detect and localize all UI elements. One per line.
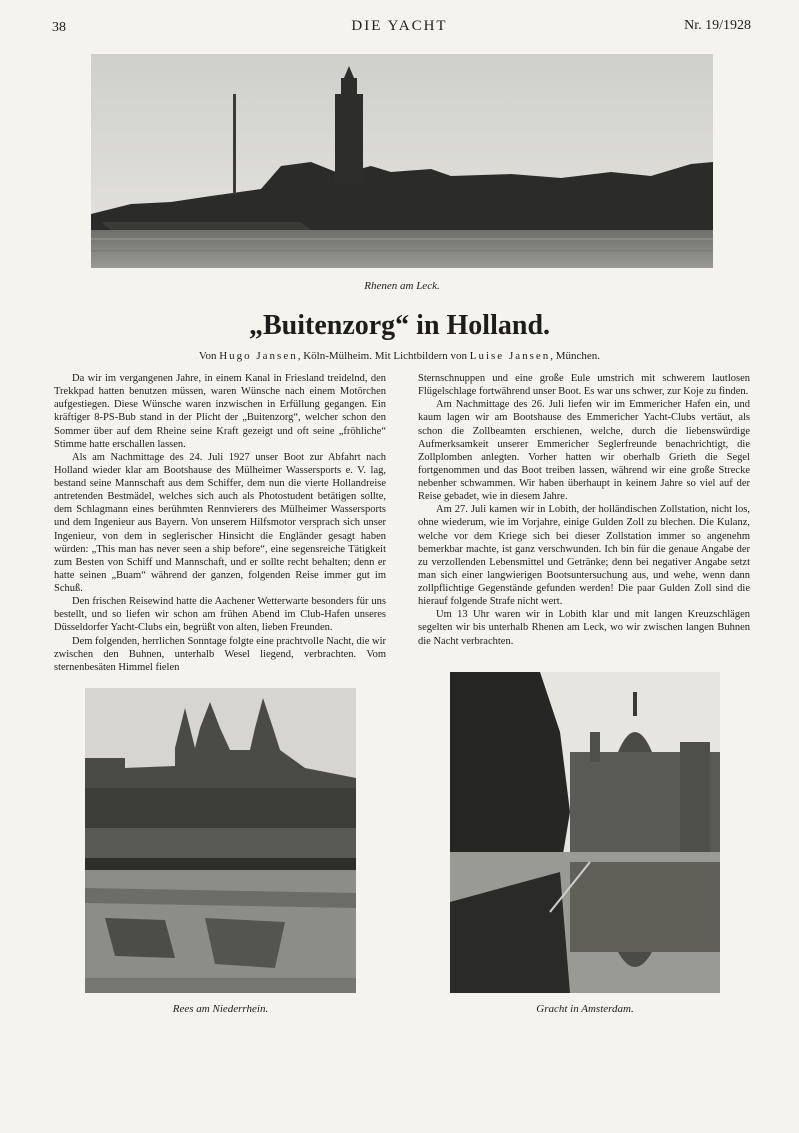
text-column-right xyxy=(418,372,750,648)
caption-rees: Rees am Niederrhein. xyxy=(172,1003,269,1015)
paragraph: Den frischen Reisewind hatte die Aachener Wetterwarte besonders für uns bestellt, und so liefen wir schon am frühen Abend im Club-Hafen unseres Düsseldorfer Yacht-Clubs ein, begrüßt von alten, lieben Freunden. xyxy=(54,596,386,634)
text-column-left xyxy=(54,372,386,674)
photo-rees xyxy=(85,688,356,993)
byline xyxy=(0,350,799,362)
paragraph: Am Nachmittage des 26. Juli liefen wir im Emmericher Hafen ein, und kaum lagen wir am Bootshause des Emmericher Yacht-Clubs vertäut, als schon die Zollbeamten erschienen, welche, durch die liebenswürdige Aufmerksamkeit unserer Emmericher Seglerfreunde benachrichtigt, die Zollplomben anlegten. Vorher hatten wir oberhalb Grieth die Segel fortgenommen und das Boot treiben lassen, während wir eine große Strecke nebenher schwammen. Wir haben überhaupt in keinem Jahre so viel auf der Reise gebadet, wie in diesem Jahre. xyxy=(418,399,750,503)
caption-rhenen: Rhenen am Leck. xyxy=(364,280,440,292)
byline-prefix: Von xyxy=(198,350,220,362)
photo-amsterdam xyxy=(450,672,720,993)
paragraph: Am 27. Juli kamen wir in Lobith, der holländischen Zollstation, nicht los, ohne wiederum, wie im Vorjahre, einige Gulden Zoll zu blechen. Die Kulanz, welche vor dem Kriege sich bei dieser Zollstation immer so angenehm bemerkbar machte, ist ganz verschwunden. Ich bin für die genaue Angabe der zu verzollenden Lebensmittel und Getränke; denn bei negativer Angabe setzt man sich einer langwierigen Bootsuntersuchung aus, und wehe, wenn dann zollpflichtige Gegenstände gefunden werden! Die paar Gulden Zoll sind die hierauf folgende Strafe nicht wert. xyxy=(418,504,750,608)
photographer-name: Luise Jansen xyxy=(469,350,551,362)
paragraph: Dem folgenden, herrlichen Sonntage folgte eine prachtvolle Nacht, die wir zwischen den Buhnen, unterhalb Wesel liegend, verbrachten. Vom sternenbesäten Himmel fielen xyxy=(54,635,387,673)
author-name: Hugo Jansen xyxy=(219,350,298,362)
page-number: 38 xyxy=(52,20,66,35)
issue-number: Nr. 19/1928 xyxy=(684,18,751,33)
photo-rhenen xyxy=(91,54,713,268)
author-place: , Köln-Mülheim. Mit Lichtbildern von xyxy=(297,350,470,362)
journal-title: DIE YACHT xyxy=(351,18,448,34)
photographer-place: , München. xyxy=(550,350,601,362)
caption-amsterdam: Gracht in Amsterdam. xyxy=(536,1003,634,1015)
paragraph: Um 13 Uhr waren wir in Lobith klar und mit langen Kreuzschlägen segelten wir bis unterhalb Rhenen am Leck, wo wir zwischen langen Buhnen die Nacht verbrachten. xyxy=(418,609,750,647)
paragraph: Da wir im vergangenen Jahre, in einem Kanal in Friesland treidelnd, den Trekkpad hatten benutzen müssen, waren Wünsche nach einem Motörchen aufgestiegen. Diese Wünsche waren inzwischen in Erfüllung gegangen. Ein kräftiger 8-PS-Bub stand in der Plicht der „Buitenzorg“, welcher schon den Sommer über auf dem Rheine seine Kraft gezeigt und oft seine „fröhliche“ Stimme hatte erschallen lassen. xyxy=(54,373,386,450)
paragraph: Als am Nachmittage des 24. Juli 1927 unser Boot zur Abfahrt nach Holland wieder klar am Bootshause des Mülheimer Wassersports e. V. lag, bestand seine Mannschaft aus dem Schiffer, dem nun die vierte Hollandreise antretenden Bestmädel, welches sich auch als Photostudent betätigen sollte, dem Schlagmann eines berühmten Rennvierers des Mülheimer Wassersports und dem Ingenieur aus Bayern. Von unserem Hilfsmotor versprach sich unser Ingenieur, von dem in seglerischer Hinsicht die Engländer gesagt haben würden: „This man has never seen a ship before“, eine segensreiche Tätigkeit zum Besten von Schiff und Mannschaft, und er sollte recht behalten; denn er hatte seinen „Buam“ während der ganzen, folgenden Reise immer gut im Schuß. xyxy=(54,451,386,594)
paragraph: Sternschnuppen und eine große Eule umstrich mit schwerem lautlosen Flügelschlage fortwährend unser Boot. Es war uns schwer, zur Koje zu finden. xyxy=(418,373,750,398)
article-title: „Buitenzorg“ in Holland. xyxy=(248,310,551,341)
